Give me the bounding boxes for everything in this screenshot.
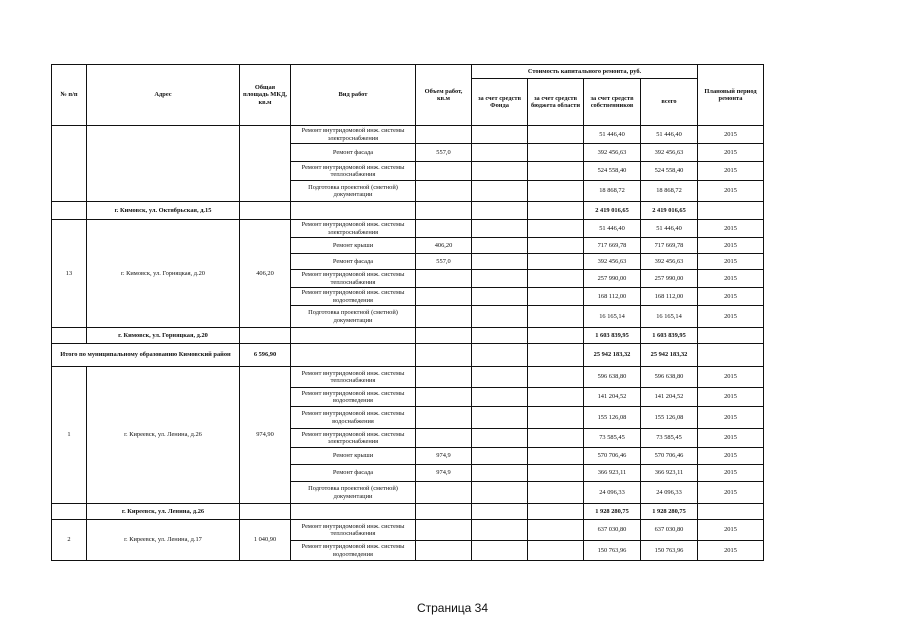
owners-cell: 168 112,00: [584, 288, 641, 306]
volume-cell: [416, 288, 472, 306]
work-cell: Ремонт внутридомовой инж. системы водоснабжения: [291, 407, 416, 429]
num-cell: [52, 504, 87, 520]
owners-cell: 25 942 183,32: [584, 344, 641, 367]
fund-cell: [472, 344, 528, 367]
period-cell: 2015: [698, 162, 764, 181]
owners-cell: 717 669,78: [584, 238, 641, 254]
fund-cell: [472, 448, 528, 465]
volume-cell: [416, 504, 472, 520]
volume-cell: [416, 328, 472, 344]
header-work-type: Вид работ: [291, 65, 416, 126]
volume-cell: [416, 126, 472, 144]
header-total: всего: [641, 79, 698, 126]
total-cell: 25 942 183,32: [641, 344, 698, 367]
work-cell: Ремонт крыши: [291, 238, 416, 254]
table-row: [52, 520, 764, 541]
period-cell: 2015: [698, 306, 764, 328]
period-cell: [698, 202, 764, 220]
owners-cell: 1 928 280,75: [584, 504, 641, 520]
owners-cell: 596 638,80: [584, 367, 641, 388]
volume-cell: [416, 388, 472, 407]
regional-cell: [528, 126, 584, 144]
volume-cell: [416, 429, 472, 448]
period-cell: 2015: [698, 367, 764, 388]
fund-cell: [472, 306, 528, 328]
volume-cell: [416, 541, 472, 561]
total-cell: 2 419 016,65: [641, 202, 698, 220]
work-cell: Подготовка проектной (сметной) документации: [291, 482, 416, 504]
work-cell: [291, 504, 416, 520]
header-address: Адрес: [87, 65, 240, 126]
work-cell: Ремонт внутридомовой инж. системы теплоснабжения: [291, 367, 416, 388]
total-cell: 717 669,78: [641, 238, 698, 254]
work-cell: Ремонт внутридомовой инж. системы электроснабжения: [291, 220, 416, 238]
owners-cell: 73 585,45: [584, 429, 641, 448]
period-cell: 2015: [698, 482, 764, 504]
regional-cell: [528, 429, 584, 448]
regional-cell: [528, 238, 584, 254]
header-regional: за счет средств бюджета области: [528, 79, 584, 126]
period-cell: 2015: [698, 220, 764, 238]
area-cell: 974,90: [240, 367, 291, 504]
volume-cell: [416, 482, 472, 504]
fund-cell: [472, 465, 528, 482]
work-cell: Ремонт внутридомовой инж. системы электроснабжения: [291, 429, 416, 448]
period-cell: 2015: [698, 541, 764, 561]
period-cell: 2015: [698, 429, 764, 448]
fund-cell: [472, 541, 528, 561]
work-cell: Ремонт внутридомовой инж. системы водоотведения: [291, 388, 416, 407]
header-owners: за счет средств собственников: [584, 79, 641, 126]
regional-cell: [528, 306, 584, 328]
area-cell: 1 040,90: [240, 520, 291, 561]
volume-cell: [416, 270, 472, 288]
work-cell: Ремонт фасада: [291, 254, 416, 270]
total-cell: 257 990,00: [641, 270, 698, 288]
work-cell: Подготовка проектной (сметной) документации: [291, 306, 416, 328]
total-cell: 570 706,46: [641, 448, 698, 465]
regional-cell: [528, 144, 584, 162]
fund-cell: [472, 288, 528, 306]
total-cell: 366 923,11: [641, 465, 698, 482]
num-cell: [52, 202, 87, 220]
period-cell: 2015: [698, 126, 764, 144]
work-cell: Ремонт внутридомовой инж. системы водоотведения: [291, 288, 416, 306]
total-cell: 392 456,63: [641, 254, 698, 270]
regional-cell: [528, 220, 584, 238]
total-cell: 155 126,08: [641, 407, 698, 429]
volume-cell: 557,0: [416, 254, 472, 270]
owners-cell: 51 446,40: [584, 220, 641, 238]
total-cell: 168 112,00: [641, 288, 698, 306]
volume-cell: [416, 367, 472, 388]
total-cell: 18 868,72: [641, 181, 698, 202]
period-cell: [698, 328, 764, 344]
address-cell: г. Киреевск, ул. Ленина, д.17: [87, 520, 240, 561]
address-cell: г. Киреевск, ул. Ленина, д.26: [87, 367, 240, 504]
table-row: [52, 220, 764, 238]
regional-cell: [528, 520, 584, 541]
period-cell: 2015: [698, 465, 764, 482]
total-cell: 24 096,33: [641, 482, 698, 504]
owners-cell: 1 603 839,95: [584, 328, 641, 344]
header-volume: Объем работ, кв.м: [416, 65, 472, 126]
page-footer: Страница 34: [416, 601, 489, 615]
volume-cell: 974,9: [416, 465, 472, 482]
volume-cell: [416, 220, 472, 238]
header-period: Плановый период ремонта: [698, 65, 764, 126]
period-cell: 2015: [698, 254, 764, 270]
header-cost-group: Стоимость капитального ремонта, руб.: [472, 65, 698, 79]
subtotal-row: [52, 202, 764, 220]
owners-cell: 141 204,52: [584, 388, 641, 407]
regional-cell: [528, 344, 584, 367]
owners-cell: 392 456,63: [584, 254, 641, 270]
num-cell: [52, 126, 87, 202]
work-cell: Ремонт внутридомовой инж. системы теплоснабжения: [291, 162, 416, 181]
owners-cell: 570 706,46: [584, 448, 641, 465]
fund-cell: [472, 144, 528, 162]
total-cell: 51 446,40: [641, 126, 698, 144]
period-cell: 2015: [698, 181, 764, 202]
table-row: [52, 126, 764, 144]
total-cell: 524 558,40: [641, 162, 698, 181]
owners-cell: 16 165,14: [584, 306, 641, 328]
total-cell: 1 928 280,75: [641, 504, 698, 520]
total-cell: 596 638,80: [641, 367, 698, 388]
area-cell: 406,20: [240, 220, 291, 328]
period-cell: 2015: [698, 270, 764, 288]
owners-cell: 257 990,00: [584, 270, 641, 288]
work-cell: Подготовка проектной (сметной) документации: [291, 181, 416, 202]
fund-cell: [472, 520, 528, 541]
period-cell: [698, 344, 764, 367]
work-cell: Ремонт внутридомовой инж. системы теплоснабжения: [291, 270, 416, 288]
total-cell: 141 204,52: [641, 388, 698, 407]
fund-cell: [472, 407, 528, 429]
num-cell: 1: [52, 367, 87, 504]
owners-cell: 392 456,63: [584, 144, 641, 162]
regional-cell: [528, 162, 584, 181]
volume-cell: [416, 344, 472, 367]
subtotal-label: г. Кимовск, ул. Горняцкая, д.20: [87, 328, 240, 344]
work-cell: [291, 202, 416, 220]
total-cell: 1 603 839,95: [641, 328, 698, 344]
owners-cell: 637 030,80: [584, 520, 641, 541]
fund-cell: [472, 482, 528, 504]
total-cell: 73 585,45: [641, 429, 698, 448]
fund-cell: [472, 328, 528, 344]
total-cell: 150 763,96: [641, 541, 698, 561]
work-cell: Ремонт фасада: [291, 144, 416, 162]
fund-cell: [472, 220, 528, 238]
fund-cell: [472, 162, 528, 181]
owners-cell: 524 558,40: [584, 162, 641, 181]
num-cell: 13: [52, 220, 87, 328]
fund-cell: [472, 202, 528, 220]
period-cell: 2015: [698, 288, 764, 306]
regional-cell: [528, 504, 584, 520]
address-cell: [87, 126, 240, 202]
regional-cell: [528, 328, 584, 344]
regional-cell: [528, 541, 584, 561]
regional-cell: [528, 367, 584, 388]
fund-cell: [472, 388, 528, 407]
volume-cell: [416, 181, 472, 202]
owners-cell: 18 868,72: [584, 181, 641, 202]
regional-cell: [528, 254, 584, 270]
area-cell: [240, 202, 291, 220]
fund-cell: [472, 238, 528, 254]
volume-cell: 974,9: [416, 448, 472, 465]
owners-cell: 2 419 016,65: [584, 202, 641, 220]
volume-cell: 406,20: [416, 238, 472, 254]
regional-cell: [528, 448, 584, 465]
owners-cell: 24 096,33: [584, 482, 641, 504]
fund-cell: [472, 270, 528, 288]
regional-cell: [528, 388, 584, 407]
total-cell: 16 165,14: [641, 306, 698, 328]
work-cell: Ремонт крыши: [291, 448, 416, 465]
work-cell: Ремонт внутридомовой инж. системы теплоснабжения: [291, 520, 416, 541]
period-cell: 2015: [698, 520, 764, 541]
fund-cell: [472, 504, 528, 520]
num-cell: 2: [52, 520, 87, 561]
regional-cell: [528, 465, 584, 482]
total-cell: 51 446,40: [641, 220, 698, 238]
regional-cell: [528, 202, 584, 220]
total-cell: 392 456,63: [641, 144, 698, 162]
regional-cell: [528, 407, 584, 429]
work-cell: [291, 344, 416, 367]
volume-cell: 557,0: [416, 144, 472, 162]
subtotal-row: [52, 504, 764, 520]
subtotal-label: г. Киреевск, ул. Ленина, д.26: [87, 504, 240, 520]
subtotal-row: [52, 328, 764, 344]
num-cell: [52, 328, 87, 344]
capital-repair-table: [51, 64, 764, 561]
period-cell: [698, 504, 764, 520]
volume-cell: [416, 407, 472, 429]
regional-cell: [528, 288, 584, 306]
grand-total-area: 6 596,90: [240, 344, 291, 367]
period-cell: 2015: [698, 144, 764, 162]
header-area: Общая площадь МКД, кв.м: [240, 65, 291, 126]
header-fund: за счет средств Фонда: [472, 79, 528, 126]
volume-cell: [416, 202, 472, 220]
fund-cell: [472, 367, 528, 388]
area-cell: [240, 504, 291, 520]
work-cell: [291, 328, 416, 344]
area-cell: [240, 328, 291, 344]
area-cell: [240, 126, 291, 202]
owners-cell: 150 763,96: [584, 541, 641, 561]
volume-cell: [416, 162, 472, 181]
fund-cell: [472, 181, 528, 202]
regional-cell: [528, 270, 584, 288]
volume-cell: [416, 520, 472, 541]
header-num: № п/п: [52, 65, 87, 126]
regional-cell: [528, 181, 584, 202]
grand-total-row: [52, 344, 764, 367]
volume-cell: [416, 306, 472, 328]
total-cell: 637 030,80: [641, 520, 698, 541]
work-cell: Ремонт внутридомовой инж. системы электроснабжения: [291, 126, 416, 144]
fund-cell: [472, 126, 528, 144]
owners-cell: 155 126,08: [584, 407, 641, 429]
owners-cell: 51 446,40: [584, 126, 641, 144]
grand-total-label: Итого по муниципальному образованию Кимовский район: [52, 344, 240, 367]
period-cell: 2015: [698, 238, 764, 254]
period-cell: 2015: [698, 407, 764, 429]
owners-cell: 366 923,11: [584, 465, 641, 482]
regional-cell: [528, 482, 584, 504]
fund-cell: [472, 254, 528, 270]
address-cell: г. Кимовск, ул. Горняцкая, д.20: [87, 220, 240, 328]
period-cell: 2015: [698, 388, 764, 407]
period-cell: 2015: [698, 448, 764, 465]
fund-cell: [472, 429, 528, 448]
work-cell: Ремонт внутридомовой инж. системы водоотведения: [291, 541, 416, 561]
work-cell: Ремонт фасада: [291, 465, 416, 482]
subtotal-label: г. Кимовск, ул. Октябрьская, д.15: [87, 202, 240, 220]
table-row: [52, 367, 764, 388]
